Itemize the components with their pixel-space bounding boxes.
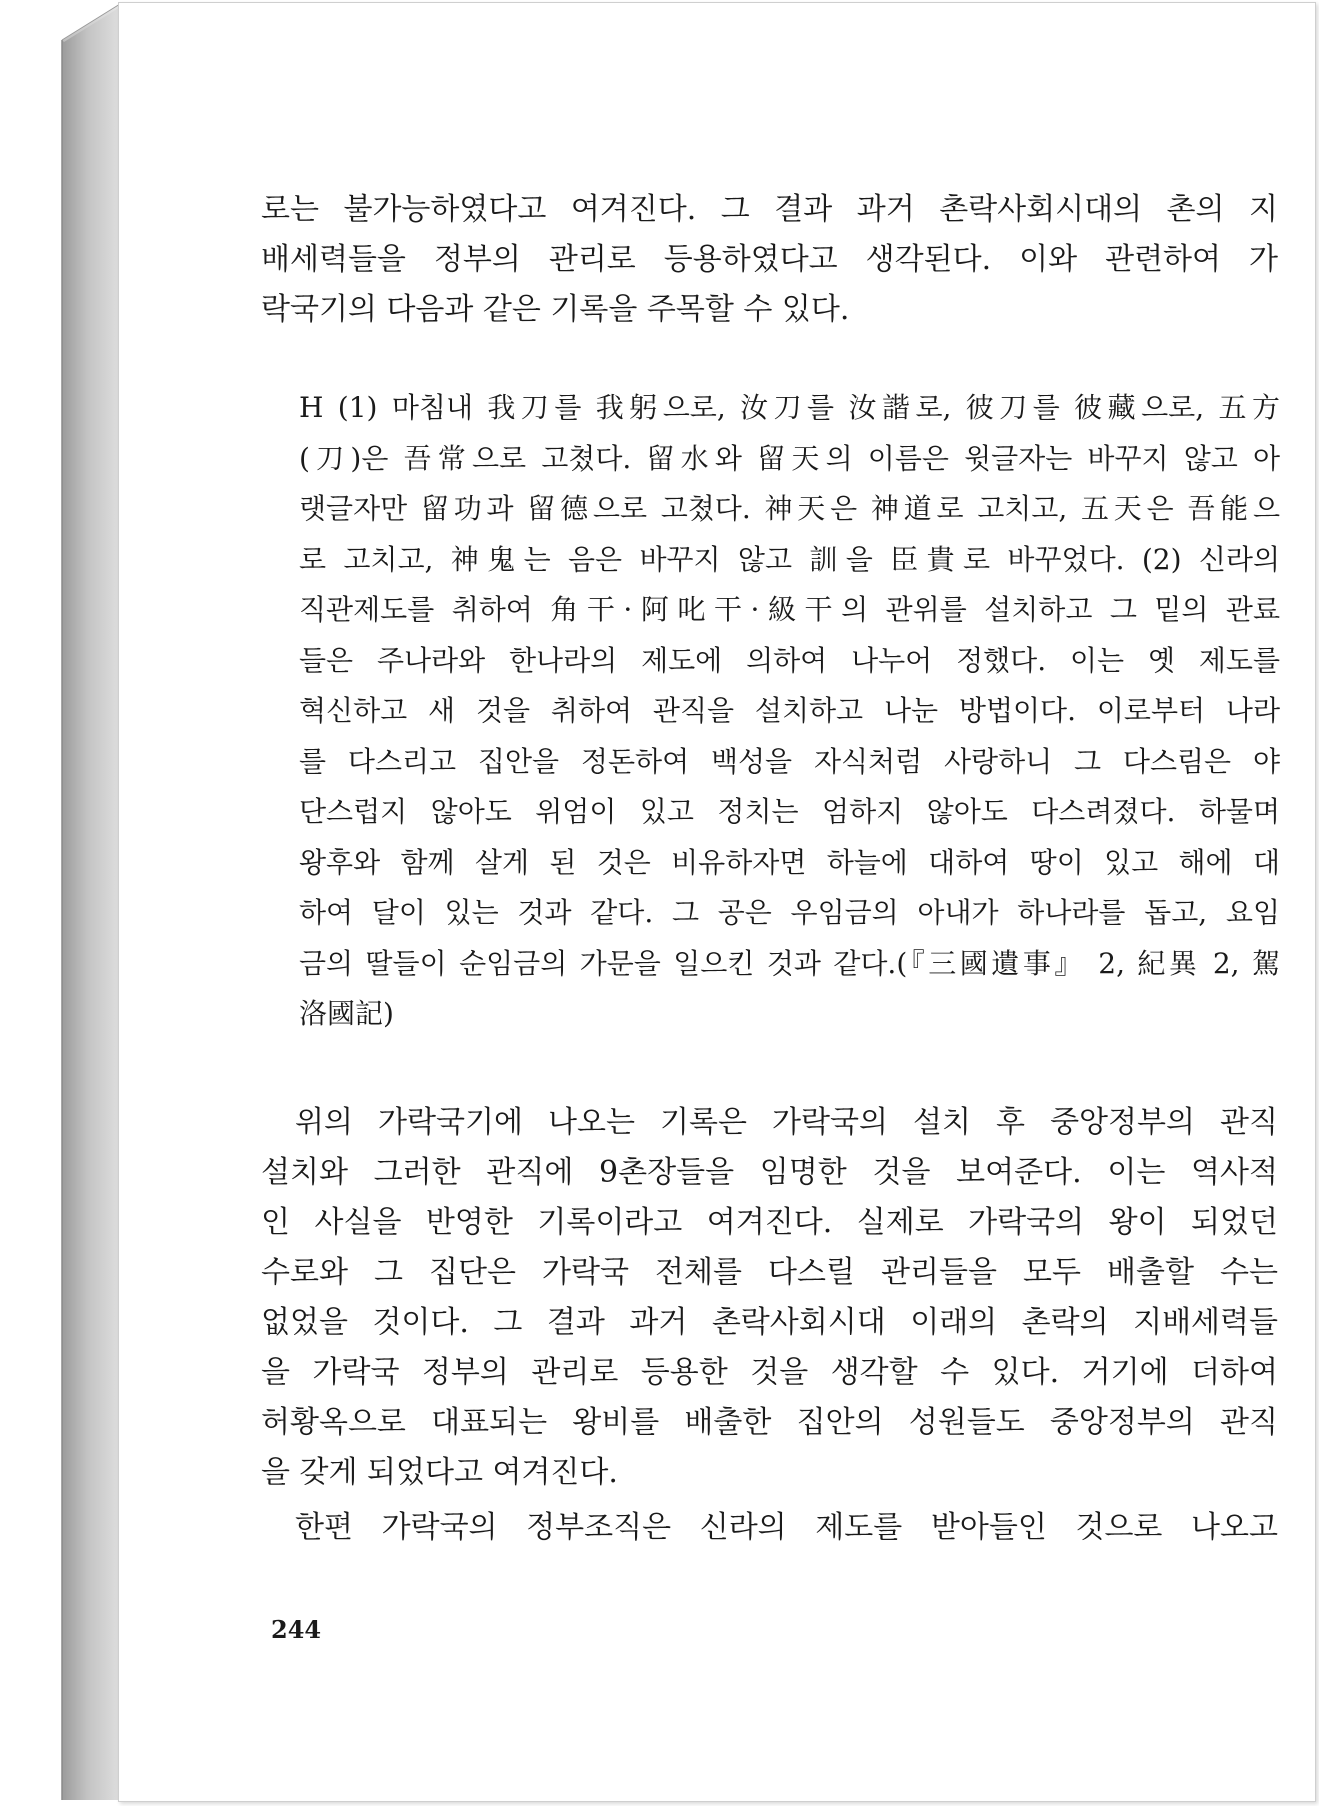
text-line: 랫글자만 留功과 留德으로 고쳤다. 神天은 神道로 고치고, 五天은 吾能으 (299, 492, 1280, 525)
text-line: H (1) 마침내 我刀를 我躬으로, 汝刀를 汝諧로, 彼刀를 彼藏으로, 五方 (299, 391, 1280, 424)
text-line: 배세력들을 정부의 관리로 등용하였다고 생각된다. 이와 관련하여 가 (261, 242, 1278, 277)
text-line: 하여 달이 있는 것과 같다. 그 공은 우임금의 아내가 하나라를 돕고, 요임 (299, 896, 1280, 929)
book-page (118, 2, 1316, 1802)
text-line: 로 고치고, 神鬼는 음은 바꾸지 않고 訓을 臣貴로 바꾸었다. (2) 신라의 (299, 542, 1280, 576)
paragraph-continuation (261, 1503, 1278, 1553)
text-line: 인 사실을 반영한 기록이라고 여겨진다. 실제로 가락국의 왕이 되었던 (261, 1205, 1278, 1240)
text-line: 로는 불가능하였다고 여겨진다. 그 결과 과거 촌락사회시대의 촌의 지 (261, 192, 1278, 227)
text-line: 없었을 것이다. 그 결과 과거 촌락사회시대 이래의 촌락의 지배세력들 (261, 1305, 1278, 1340)
text-line: 단스럽지 않아도 위엄이 있고 정치는 엄하지 않아도 다스려졌다. 하물며 (299, 795, 1280, 828)
text-line: 금의 딸들이 순임금의 가문을 일으킨 것과 같다.(『三國遺事』 2, 紀異 2, 駕 (299, 946, 1280, 980)
text-line: 혁신하고 새 것을 취하여 관직을 설치하고 나눈 방법이다. 이로부터 나라 (299, 694, 1280, 727)
text-line: 위의 가락국기에 나오는 기록은 가락국의 설치 후 중앙정부의 관직 (295, 1105, 1278, 1140)
book-spine (0, 0, 125, 1806)
text-line: 를 다스리고 집안을 정돈하여 백성을 자식처럼 사랑하니 그 다스림은 야 (299, 744, 1280, 778)
quotation-h (299, 383, 1280, 1040)
text-line: 수로와 그 집단은 가락국 전체를 다스릴 관리들을 모두 배출할 수는 (261, 1255, 1278, 1290)
text-line: 설치와 그러한 관직에 9촌장들을 임명한 것을 보여준다. 이는 역사적 (261, 1155, 1278, 1190)
text-line: 왕후와 함께 살게 된 것은 비유하자면 하늘에 대하여 땅이 있고 해에 대 (299, 845, 1280, 879)
paragraph-opening (261, 185, 1278, 335)
text-line: 을 갖게 되었다고 여겨진다. (261, 1455, 618, 1490)
text-line: 락국기의 다음과 같은 기록을 주목할 수 있다. (261, 292, 850, 327)
text-line: 한편 가락국의 정부조직은 신라의 제도를 받아들인 것으로 나오고 (295, 1510, 1278, 1545)
text-line: 洛國記) (299, 997, 394, 1030)
page-number: 244 (271, 1615, 322, 1644)
text-line: 직관제도를 취하여 角干·阿叱干·級干의 관위를 설치하고 그 밑의 관료 (299, 593, 1280, 626)
text-line: 허황옥으로 대표되는 왕비를 배출한 집안의 성원들도 중앙정부의 관직 (261, 1405, 1279, 1440)
text-line: (刀)은 吾常으로 고쳤다. 留水와 留天의 이름은 윗글자는 바꾸지 않고 아 (299, 441, 1280, 475)
paragraph-analysis (261, 1098, 1278, 1498)
text-line: 들은 주나라와 한나라의 제도에 의하여 나누어 정했다. 이는 옛 제도를 (299, 643, 1280, 677)
text-line: 을 가락국 정부의 관리로 등용한 것을 생각할 수 있다. 거기에 더하여 (261, 1355, 1278, 1390)
